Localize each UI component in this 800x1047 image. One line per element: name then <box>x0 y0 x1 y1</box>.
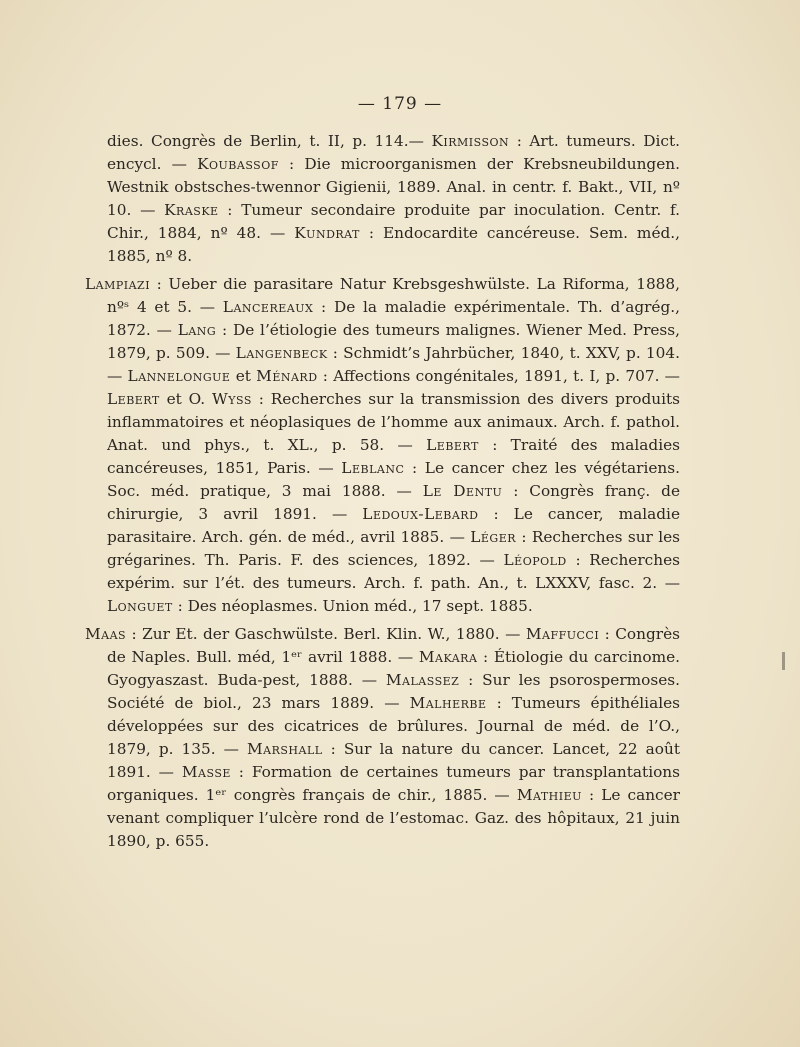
bibliography-text <box>85 130 680 858</box>
citation-text: : Schmidt’s Jahrbücher, 1840, t. XXV, p. 104. — <box>107 344 680 385</box>
author-name: Lebert <box>426 436 479 454</box>
paragraph-lampiazi-longuet <box>85 273 680 618</box>
citation-text: dies. Congrès de Berlin, t. II, p. 114.— <box>107 132 432 150</box>
citation-text: : Le cancer chez les végétariens. Soc. méd. pratique, 3 mai 1888. — <box>107 459 681 500</box>
author-name: Maffucci <box>525 625 600 643</box>
citation-text: : Tumeurs épithéliales développées sur des cicatrices de brûlures. Journal de méd. de l’O., 1879, p. 135. — <box>107 694 680 758</box>
citation-text: : Tumeur secondaire produite par inoculation. Centr. f. Chir., 1884, nº 48. — <box>107 201 680 242</box>
author-name: Kirmisson <box>431 132 510 150</box>
page-number: — 179 — <box>357 94 443 114</box>
author-name: Malherbe <box>409 694 487 712</box>
author-name: Léger <box>470 528 517 546</box>
citation-text: : Recherches sur la transmission des divers produits inflammatoires et néoplasiques de l’homme aux animaux. Arch. f. pathol. Anat. und phys., t. XL., p. 58. — <box>107 390 680 454</box>
paper-mark <box>782 652 785 670</box>
citation-text: : Art. tumeurs. Dict. encycl. — <box>107 132 681 173</box>
author-name: Masse <box>181 763 231 781</box>
citation-text: et O. <box>159 390 213 408</box>
author-name: Lannelongue <box>127 367 231 385</box>
citation-text: : Formation de certaines tumeurs par transplantations organiques. 1ᵉʳ congrès français de chir., 1885. — <box>107 763 680 804</box>
paragraph-continuation <box>85 130 680 268</box>
author-name: Marshall <box>247 740 323 758</box>
author-name: Maas <box>85 625 127 643</box>
author-name: Longuet <box>107 597 173 615</box>
citation-text: : Sur la nature du cancer. Lancet, 22 août 1891. — <box>107 740 680 781</box>
citation-text: : Affections congénitales, 1891, t. I, p. 707. — <box>317 367 680 385</box>
citation-text: : Congrès franç. de chirurgie, 3 avril 1891. — <box>107 482 681 523</box>
citation-text: : Recherches sur les grégarines. Th. Paris. F. des sciences, 1892. — <box>107 528 680 569</box>
citation-text: : Ueber die parasitare Natur Krebsgeshwülste. La Riforma, 1888, nºˢ 4 et 5. — <box>107 275 680 316</box>
citation-text: : Des néoplasmes. Union méd., 17 sept. 1885. <box>172 597 533 615</box>
author-name: Ménard <box>256 367 318 385</box>
author-name: Kraske <box>164 201 219 219</box>
author-name: Lang <box>177 321 217 339</box>
author-name: Kundrat <box>294 224 360 242</box>
citation-text: : Zur Et. der Gaschwülste. Berl. Klin. W., 1880. — <box>126 625 526 643</box>
author-name: Lampiazi <box>85 275 151 293</box>
paragraph-maas-mathieu <box>85 623 680 853</box>
author-name: Koubassof <box>197 155 279 173</box>
citation-text: : Recherches expérim. sur l’ét. des tumeurs. Arch. f. path. An., t. LXXXV, fasc. 2. — <box>107 551 680 592</box>
author-name: Makara <box>418 648 478 666</box>
author-name: Le Dentu <box>422 482 503 500</box>
citation-text: : Endocardite cancéreuse. Sem. méd., 1885, nº 8. <box>107 224 681 265</box>
author-name: Mathieu <box>516 786 582 804</box>
author-name: Ledoux-Lebard <box>362 505 479 523</box>
citation-text: : Le cancer, maladie parasitaire. Arch. gén. de méd., avril 1885. — <box>107 505 680 546</box>
citation-text: : Die microorganismen der Krebsneubildungen. Westnik obstsches-twennor Gigienii, 1889. Anal. in centr. f. Bakt., VII, nº 10. — <box>107 155 680 219</box>
citation-text: : Étiologie du carcinome. Gyogyaszast. Buda-pest, 1888. — <box>107 648 680 689</box>
citation-text: et <box>230 367 257 385</box>
author-name: Léopold <box>503 551 567 569</box>
citation-text: : De l’étiologie des tumeurs malignes. Wiener Med. Press, 1879, p. 509. — <box>107 321 680 362</box>
author-name: Leblanc <box>341 459 405 477</box>
citation-text: : De la maladie expérimentale. Th. d’agrég., 1872. — <box>107 298 680 339</box>
author-name: Lebert <box>107 390 160 408</box>
citation-text: : Congrès de Naples. Bull. méd, 1ᵉʳ avril 1888. — <box>107 625 680 666</box>
author-name: Malassez <box>385 671 460 689</box>
citation-text: : Traité des maladies cancéreuses, 1851, Paris. — <box>107 436 680 477</box>
author-name: Lancereaux <box>222 298 314 316</box>
citation-text: : Sur les psorospermoses. Société de biol., 23 mars 1889. — <box>107 671 680 712</box>
citation-text: : Le cancer venant compliquer l’ulcère rond de l’estomac. Gaz. des hôpitaux, 21 juin 1890, p. 655. <box>107 786 680 850</box>
author-name: Langenbeck <box>235 344 328 362</box>
author-name: Wyss <box>212 390 252 408</box>
